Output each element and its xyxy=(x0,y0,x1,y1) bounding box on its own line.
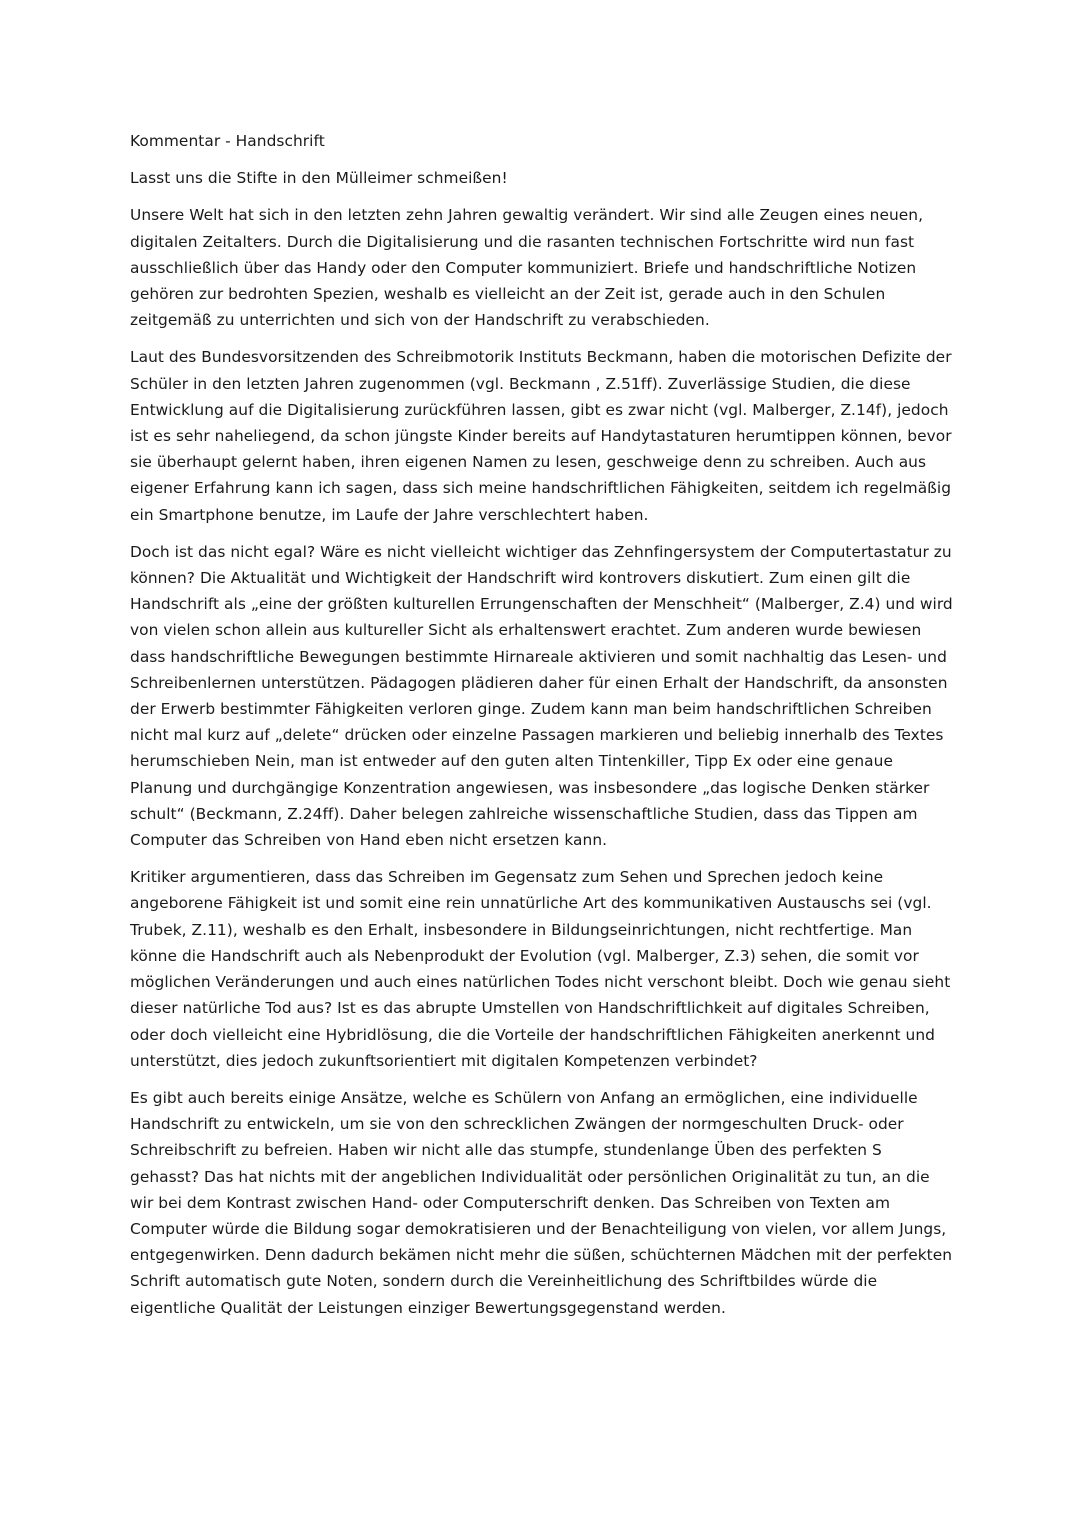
paragraph-5: Es gibt auch bereits einige Ansätze, welche es Schülern von Anfang an ermöglichen, eine individuelle Handschrift zu entwickeln, um sie von den schrecklichen Zwängen der normgeschulten Druck- oder Schreibschrift zu befreien. Haben wir nicht alle das stumpfe, stundenlange Üben des perfekten S gehasst? Das hat nichts mit der angeblichen Individualität oder persönlichen Originalität zu tun, an die wir bei dem Kontrast zwischen Hand- oder Computerschrift denken. Das Schreiben von Texten am Computer würde die Bildung sogar demokratisieren und der Benachteiligung von vielen, vor allem Jungs, entgegenwirken. Denn dadurch bekämen nicht mehr die süßen, schüchternen Mädchen mit der perfekten Schrift automatisch gute Noten, sondern durch die Vereinheitlichung des Schriftbildes würde die eigentliche Qualität der Leistungen einziger Bewertungsgegenstand werden. xyxy=(130,1088,953,1317)
paragraph-3: Doch ist das nicht egal? Wäre es nicht vielleicht wichtiger das Zehnfingersystem der Computertastatur zu können? Die Aktualität und Wichtigkeit der Handschrift wird kontrovers diskutiert. Zum einen gilt die Handschrift als „eine der größten kulturellen Errungenschaften der Menschheit“ (Malberger, Z.4) und wird von vielen schon allein aus kultureller Sicht als erhaltenswert erachtet. Zum anderen wurde bewiesen dass handschriftliche Bewegungen bestimmte Hirnareale aktivieren und somit nachhaltig das Lesen- und Schreibenlernen unterstützen. Pädagogen plädieren daher für einen Erhalt der Handschrift, da ansonsten der Erwerb bestimmter Fähigkeiten verloren ginge. Zudem kann man beim handschriftlichen Schreiben nicht mal kurz auf „delete“ drücken oder einzelne Passagen markieren und beliebig innerhalb des Textes herumschieben Nein, man ist entweder auf den guten alten Tintenkiller, Tipp Ex oder eine genaue Planung und durchgängige Konzentration angewiesen, was insbesondere „das logische Denken stärker schult“ (Beckmann, Z.24ff). Daher belegen zahlreiche wissenschaftliche Studien, dass das Tippen am Computer das Schreiben von Hand eben nicht ersetzen kann. xyxy=(130,542,953,850)
paragraph-1: Unsere Welt hat sich in den letzten zehn Jahren gewaltig verändert. Wir sind alle Zeugen eines neuen, digitalen Zeitalters. Durch die Digitalisierung und die rasanten technischen Fortschritte wird nun fast ausschließlich über das Handy oder den Computer kommuniziert. Briefe und handschriftliche Notizen gehören zur bedrohten Spezien, weshalb es vielleicht an der Zeit ist, gerade auch in den Schulen zeitgemäß zu unterrichten und sich von der Handschrift zu verabschieden. xyxy=(130,206,924,330)
document-title: Lasst uns die Stifte in den Mülleimer schmeißen! xyxy=(130,169,508,188)
document-heading: Kommentar - Handschrift xyxy=(130,132,325,150)
paragraph-2: Laut des Bundesvorsitzenden des Schreibmotorik Instituts Beckmann, haben die motorischen Defizite der Schüler in den letzten Jahren zugenommen (vgl. Beckmann , Z.51ff). Zuverlässige Studien, die diese Entwicklung auf die Digitalisierung zurückführen lassen, gibt es zwar nicht (vgl. Malberger, Z.14f), jedoch ist es sehr naheliegend, da schon jüngste Kinder bereits auf Handytastaturen herumtippen können, bevor sie überhaupt gelernt haben, ihren eigenen Namen zu lesen, geschweige denn zu schreiben. Auch aus eigener Erfahrung kann ich sagen, dass sich meine handschriftlichen Fähigkeiten, seitdem ich regelmäßig ein Smartphone benutze, im Laufe der Jahre verschlechtert haben. xyxy=(130,348,952,524)
paragraph-4: Kritiker argumentieren, dass das Schreiben im Gegensatz zum Sehen und Sprechen jedoch keine angeborene Fähigkeit ist und somit eine rein unnatürliche Art des kommunikativen Austauschs sei (vgl. Trubek, Z.11), weshalb es den Erhalt, insbesondere in Bildungseinrichtungen, nicht rechtfertige. Man könne die Handschrift auch als Nebenprodukt der Evolution (vgl. Malberger, Z.3) sehen, die somit vor möglichen Veränderungen und auch eines natürlichen Todes nicht verschont bleibt. Doch wie genau sieht dieser natürliche Tod aus? Ist es das abrupte Umstellen von Handschriftlichkeit auf digitales Schreiben, oder doch vielleicht eine Hybridlösung, die die Vorteile der handschriftlichen Fähigkeiten anerkennt und unterstützt, dies jedoch zukunftsorientiert mit digitalen Kompetenzen verbindet? xyxy=(130,868,951,1070)
document-page xyxy=(130,128,954,1332)
